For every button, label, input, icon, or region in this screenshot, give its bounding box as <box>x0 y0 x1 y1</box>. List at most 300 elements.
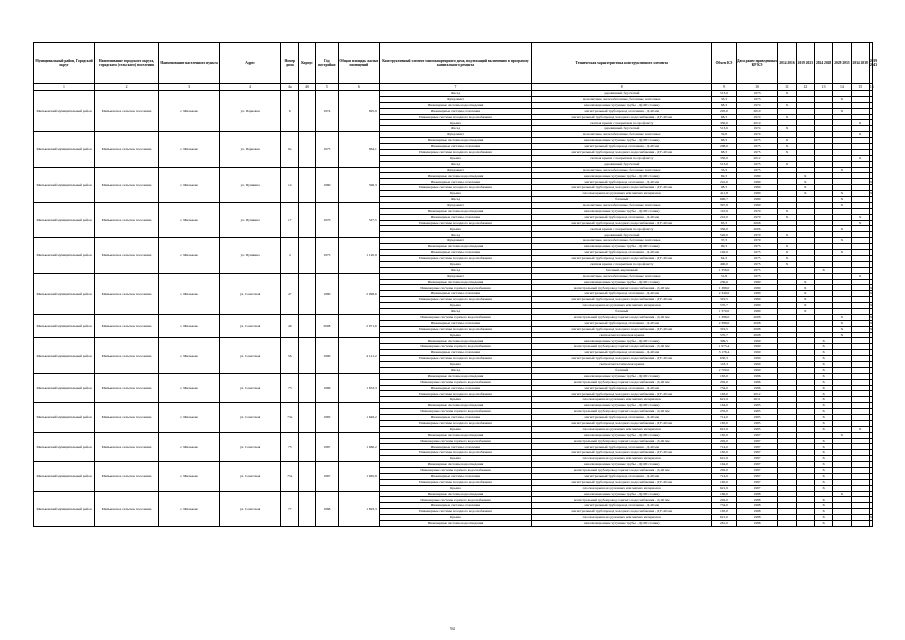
prior-repair-date-cell: 1975 <box>736 161 778 167</box>
characteristic-cell: канализационные чугунные трубы - Д(100 стояки) <box>532 173 712 179</box>
locality-cell: с. Мильково <box>159 491 220 526</box>
period-2014-2016-cell: X <box>778 149 796 155</box>
house-number-cell: 6а <box>281 132 299 167</box>
settlement-cell: Мильковское сельское поселение <box>95 238 159 273</box>
characteristic-cell: монолитные, железобетонные, бетонные ленточные <box>532 132 712 138</box>
period-2019-2023-cell: X <box>796 179 814 185</box>
element-cell: Крыша <box>379 515 532 521</box>
volume-cell: 69,3 <box>712 173 736 179</box>
characteristic-cell: магистральный трубопровод отопления - Д-40 мм <box>532 473 712 479</box>
column-number: 5 <box>315 84 338 91</box>
element-cell: Фундамент <box>379 167 532 173</box>
element-cell: Инженерные системы холодного водоснабжения <box>379 420 532 426</box>
prior-repair-date-cell: 2006 <box>736 226 778 232</box>
column-header: Год постройки <box>315 43 338 84</box>
volume-cell: 163,0 <box>712 391 736 397</box>
characteristic-cell: скатная крыша с покрытием по профлисту <box>532 261 712 267</box>
prior-repair-date-cell: 1980 <box>736 297 778 303</box>
settlement-cell: Мильковское сельское поселение <box>95 373 159 402</box>
period-2039-2043-cell: X <box>869 179 873 184</box>
element-cell: Инженерные системы холодного водоснабжения <box>379 149 532 155</box>
characteristic-cell: блочный <box>532 197 712 203</box>
period-2039-2043-cell: X <box>869 291 873 296</box>
prior-repair-date-cell: 1970 <box>736 214 778 220</box>
prior-repair-date-cell: 1974 <box>736 126 778 132</box>
year-built-cell: 1985 <box>315 403 338 432</box>
prior-repair-date-cell: 1988 <box>736 497 778 503</box>
volume-cell: 292,0 <box>712 497 736 503</box>
korpus-cell <box>299 373 315 402</box>
prior-repair-date-cell: 1990 <box>736 338 778 344</box>
area-cell: 695,9 <box>339 91 380 132</box>
period-2014-2016-cell: X <box>778 144 796 150</box>
period-2029-2033-cell: X <box>833 491 851 497</box>
area-cell: 596,3 <box>339 167 380 202</box>
element-cell: Фундамент <box>379 273 532 279</box>
area-cell: 964,1 <box>339 132 380 167</box>
characteristic-cell: магистральный трубопровод отопления - Д-40 мм <box>532 503 712 509</box>
period-2014-2016-cell: X <box>778 232 796 238</box>
element-cell: Инженерные системы отопления <box>379 444 532 450</box>
volume-cell: 1 388,0 <box>712 314 736 320</box>
prior-repair-date-cell: 2010 <box>736 108 778 114</box>
characteristic-cell: канализационные чугунные трубы - Д(100 стояки) <box>532 373 712 379</box>
period-2034-2038-cell: X <box>851 214 869 220</box>
characteristic-cell: магистральный трубопровод холодного водоснабжения - ДУ-40 мм <box>532 391 712 397</box>
element-cell: Инженерные системы водоотведения <box>379 432 532 438</box>
element-cell: Инженерные системы водоотведения <box>379 208 532 214</box>
prior-repair-date-cell: 2008 <box>736 332 778 338</box>
period-2024-2028-cell: X <box>814 426 832 432</box>
column-number: 10 <box>736 84 778 91</box>
period-2029-2033-cell: X <box>833 238 851 244</box>
element-cell: Фасад <box>379 91 532 97</box>
characteristic-cell: плоская крыша из рулонных или мягких материалов <box>532 485 712 491</box>
prior-repair-date-cell: 1975 <box>736 138 778 144</box>
element-cell: Инженерные системы отопления <box>379 473 532 479</box>
year-built-cell: 1970 <box>315 202 338 237</box>
area-cell: 2 098,6 <box>339 273 380 314</box>
year-built-cell: 2008 <box>315 314 338 338</box>
period-2019-2023-cell: X <box>796 279 814 285</box>
period-2029-2033-cell <box>833 521 851 527</box>
period-2014-2016-cell: X <box>778 244 796 250</box>
volume-cell: 292,0 <box>712 379 736 385</box>
settlement-cell: Мильковское сельское поселение <box>95 432 159 461</box>
element-cell: Фасад <box>379 161 532 167</box>
korpus-cell <box>299 167 315 202</box>
prior-repair-date-cell: 1990 <box>736 356 778 362</box>
street-cell: ул. Советская <box>220 491 281 526</box>
period-2019-2023-cell: X <box>796 173 814 179</box>
period-2019-2023-cell: X <box>796 191 814 197</box>
column-number: 4б <box>299 84 315 91</box>
house-number-cell: 14 <box>281 167 299 202</box>
year-built-cell: 1987 <box>315 462 338 491</box>
prior-repair-date-cell: 1973 <box>736 96 778 102</box>
period-2039-2043-cell: X <box>869 314 873 319</box>
element-cell: Инженерные системы водоотведения <box>379 521 532 527</box>
volume-cell: 118,3 <box>712 361 736 367</box>
characteristic-cell: магистральный трубопровод отопления - Д-40 мм <box>532 108 712 114</box>
prior-repair-date-cell: 1985 <box>736 409 778 415</box>
prior-repair-date-cell: 1987 <box>736 479 778 485</box>
column-number: 9 <box>712 84 736 91</box>
element-cell: Инженерные системы холодного водоснабжения <box>379 297 532 303</box>
characteristic-cell: скатная крыша с покрытием по профлисту <box>532 120 712 126</box>
volume-cell: 33,3 <box>712 167 736 173</box>
district-cell: Мильковский муниципальный район <box>34 132 95 167</box>
period-2029-2033-cell: X <box>833 167 851 173</box>
volume-cell: 261,0 <box>712 521 736 527</box>
characteristic-cell: плоская крыша из рулонных или мягких материалов <box>532 426 712 432</box>
column-number: 13 <box>814 84 832 91</box>
street-cell: ул. Советская <box>220 373 281 402</box>
volume-cell: 621,9 <box>712 397 736 403</box>
locality-cell: с. Мильково <box>159 462 220 491</box>
period-2034-2038-cell <box>851 521 869 527</box>
column-header: Общая площадь жилых помещений <box>339 43 380 84</box>
house-number-cell: 73 <box>281 373 299 402</box>
element-cell: Инженерные системы отопления <box>379 503 532 509</box>
element-cell: Инженерные системы горячего водоснабжения <box>379 497 532 503</box>
period-2024-2028-cell: X <box>814 403 832 409</box>
characteristic-cell: магистральный трубопровод отопления - Д-40 мм <box>532 179 712 185</box>
period-2029-2033-cell: X <box>833 326 851 332</box>
column-number: 4а <box>281 84 299 91</box>
prior-repair-date-cell: 1975 <box>736 250 778 256</box>
prior-repair-date-cell: 1980 <box>736 185 778 191</box>
characteristic-cell: монолитные, железобетонные, бетонные ленточные <box>532 202 712 208</box>
period-2024-2028-cell: X <box>814 361 832 367</box>
period-2029-2033-cell: X <box>833 320 851 326</box>
prior-repair-date-cell: 1990 <box>736 361 778 367</box>
page-number: 94 <box>450 626 455 631</box>
period-2024-2028-cell: X <box>814 456 832 462</box>
period-2029-2033-cell: X <box>833 332 851 338</box>
period-2024-2028-cell: X <box>814 497 832 503</box>
column-header: 2019 2023 <box>796 43 814 84</box>
element-cell: Инженерные системы горячего водоснабжения <box>379 409 532 415</box>
prior-repair-date-cell: 1990 <box>736 344 778 350</box>
volume-cell: 165,0 <box>712 509 736 515</box>
period-2039-2043-cell: X <box>869 326 873 331</box>
district-cell: Мильковский муниципальный район <box>34 338 95 373</box>
period-2034-2038-cell: X <box>851 120 869 126</box>
volume-cell: 714,0 <box>712 473 736 479</box>
prior-repair-date-cell: 1990 <box>736 350 778 356</box>
characteristic-cell: магистральный трубопровод отопления - Д-40 мм <box>532 214 712 220</box>
characteristic-cell: магистральный трубопровод холодного водоснабжения - ДУ-40 мм <box>532 479 712 485</box>
volume-cell: 600,7 <box>712 197 736 203</box>
column-header: 2029 2033 <box>833 43 851 84</box>
element-cell: Фундамент <box>379 238 532 244</box>
settlement-cell: Мильковское сельское поселение <box>95 462 159 491</box>
volume-cell: 33,3 <box>712 96 736 102</box>
volume-cell: 621,9 <box>712 426 736 432</box>
street-cell: ул. Пушкина <box>220 202 281 237</box>
characteristic-cell: магистральный трубопровод отопления - Д-40 мм <box>532 350 712 356</box>
volume-cell: 165,0 <box>712 420 736 426</box>
house-number-cell: 77 <box>281 491 299 526</box>
house-number-cell: 6 <box>281 91 299 132</box>
prior-repair-date-cell: 1975 <box>736 255 778 261</box>
prior-repair-date-cell: 1987 <box>736 432 778 438</box>
locality-cell: с. Мильково <box>159 432 220 461</box>
characteristic-cell: монолитные, железобетонные, бетонные ленточные <box>532 167 712 173</box>
period-2024-2028-cell: X <box>814 468 832 474</box>
prior-repair-date-cell: 1986 <box>736 373 778 379</box>
element-cell: Крыша <box>379 226 532 232</box>
locality-cell: с. Мильково <box>159 238 220 273</box>
korpus-cell <box>299 432 315 461</box>
capital-repair-table <box>33 42 878 527</box>
volume-cell: 65,3 <box>712 220 736 226</box>
korpus-cell <box>299 491 315 526</box>
locality-cell: с. Мильково <box>159 338 220 373</box>
element-cell: Инженерные системы водоотведения <box>379 462 532 468</box>
year-built-cell: 1975 <box>315 238 338 273</box>
column-number: 1 <box>34 84 95 91</box>
prior-repair-date-cell: 1975 <box>736 261 778 267</box>
volume-cell: 621,9 <box>712 485 736 491</box>
element-cell: Крыша <box>379 397 532 403</box>
element-cell: Крыша <box>379 332 532 338</box>
period-2029-2033-cell: X <box>833 202 851 208</box>
characteristic-cell: плоская крыша из рулонных или мягких материалов <box>532 456 712 462</box>
period-2014-2016-cell: X <box>778 261 796 267</box>
element-cell: Фасад <box>379 267 532 273</box>
characteristic-cell: магистральный трубопровод отопления - Д-40 мм <box>532 144 712 150</box>
volume-cell: 51,8 <box>712 273 736 279</box>
korpus-cell <box>299 314 315 338</box>
house-number-cell: 56 <box>281 338 299 373</box>
volume-cell: 1 975,4 <box>712 344 736 350</box>
volume-cell: 68,3 <box>712 114 736 120</box>
element-cell: Инженерные системы холодного водоснабжения <box>379 255 532 261</box>
element-cell: Инженерные системы водоотведения <box>379 373 532 379</box>
volume-cell: 490,0 <box>712 261 736 267</box>
street-cell: ул. Парковая <box>220 91 281 132</box>
characteristic-cell: магистральный трубопровод холодного водоснабжения - ДУ-40 мм <box>532 356 712 362</box>
column-header: Наименование населенного пункта <box>159 43 220 84</box>
volume-cell: 350,0 <box>712 155 736 161</box>
prior-repair-date-cell: 1980 <box>736 291 778 297</box>
house-number-cell: 73а <box>281 403 299 432</box>
volume-cell: 621,0 <box>712 515 736 521</box>
prior-repair-date-cell: 1986 <box>736 385 778 391</box>
prior-repair-date-cell: 1975 <box>736 144 778 150</box>
prior-repair-date-cell: 1988 <box>736 503 778 509</box>
characteristic-cell: магистральный трубопровод отопления - Д-40 мм <box>532 444 712 450</box>
prior-repair-date-cell: 1970 <box>736 232 778 238</box>
period-2024-2028-cell: X <box>814 350 832 356</box>
volume-cell: 210,0 <box>712 214 736 220</box>
volume-cell: 210,0 <box>712 179 736 185</box>
element-cell: Инженерные системы холодного водоснабжения <box>379 114 532 120</box>
element-cell: Инженерные системы холодного водоснабжения <box>379 450 532 456</box>
period-2024-2028-cell: X <box>814 338 832 344</box>
prior-repair-date-cell: 2008 <box>736 326 778 332</box>
characteristic-cell: блочный, кирпичный <box>532 267 712 273</box>
element-cell: Инженерные системы горячего водоснабжения <box>379 379 532 385</box>
prior-repair-date-cell: 1988 <box>736 491 778 497</box>
prior-repair-date-cell: 2008 <box>736 314 778 320</box>
volume-cell: 165,0 <box>712 450 736 456</box>
korpus-cell <box>299 462 315 491</box>
element-cell: Инженерные системы горячего водоснабжения <box>379 314 532 320</box>
element-cell: Инженерные системы отопления <box>379 320 532 326</box>
period-2034-2038-cell: X <box>851 273 869 279</box>
volume-cell: 32,8 <box>712 132 736 138</box>
settlement-cell: Мильковское сельское поселение <box>95 338 159 373</box>
settlement-cell: Мильковское сельское поселение <box>95 491 159 526</box>
characteristic-cell: скатная крыша с покрытием по профлисту <box>532 226 712 232</box>
prior-repair-date-cell: 1980 <box>736 202 778 208</box>
korpus-cell <box>299 273 315 314</box>
period-2014-2016-cell: X <box>778 208 796 214</box>
period-2024-2028-cell: X <box>814 462 832 468</box>
period-2029-2033-cell: X <box>833 191 851 197</box>
characteristic-cell: блочный <box>532 367 712 373</box>
district-cell: Мильковский муниципальный район <box>34 167 95 202</box>
column-number: 3 <box>159 84 220 91</box>
characteristic-cell: магистральный трубопровод горячего водоснабжения - Д-40 мм <box>532 468 712 474</box>
characteristic-cell: канализационные чугунные трубы - Д(100 стояки) <box>532 208 712 214</box>
characteristic-cell: канализационные чугунные трубы - Д(100 стояки) <box>532 432 712 438</box>
period-2019-2023-cell: X <box>796 303 814 309</box>
element-cell: Крыша <box>379 191 532 197</box>
prior-repair-date-cell: 2010 <box>736 120 778 126</box>
prior-repair-date-cell: 2006 <box>736 220 778 226</box>
column-header: Корпус <box>299 43 315 84</box>
district-cell: Мильковский муниципальный район <box>34 202 95 237</box>
period-2034-2038-cell: X <box>851 132 869 138</box>
street-cell: ул. Советская <box>220 462 281 491</box>
characteristic-cell: канализационные чугунные трубы - Д(100 стояки) <box>532 403 712 409</box>
characteristic-cell: магистральный трубопровод горячего водоснабжения - Д-40 мм <box>532 497 712 503</box>
document-sheet <box>33 42 878 527</box>
volume-cell: 165,0 <box>712 432 736 438</box>
district-cell: Мильковский муниципальный район <box>34 491 95 526</box>
period-2034-2038-cell: X <box>851 155 869 161</box>
characteristic-cell: плоская крыша из рулонных или мягких материалов <box>532 397 712 403</box>
volume-cell: 714,0 <box>712 444 736 450</box>
element-cell: Инженерные системы отопления <box>379 291 532 297</box>
volume-cell: 520,0 <box>712 232 736 238</box>
period-2029-2033-cell: X <box>833 96 851 102</box>
characteristic-cell: канализационные чугунные трубы - Д(100 стояки) <box>532 102 712 108</box>
column-number: 15 <box>851 84 869 91</box>
element-cell: Инженерные системы отопления <box>379 250 532 256</box>
house-number-cell: 47 <box>281 273 299 314</box>
korpus-cell <box>299 403 315 432</box>
element-cell: Инженерные системы водоотведения <box>379 173 532 179</box>
prior-repair-date-cell: 1988 <box>736 515 778 521</box>
volume-cell: 1 388,0 <box>712 285 736 291</box>
area-cell: 1 693,3 <box>339 491 380 526</box>
element-cell: Фасад <box>379 232 532 238</box>
element-cell: Инженерные системы горячего водоснабжения <box>379 344 532 350</box>
period-2024-2028-cell: X <box>814 391 832 397</box>
street-cell: ул. Советская <box>220 432 281 461</box>
column-header: 2024 2028 <box>814 43 832 84</box>
korpus-cell <box>299 202 315 237</box>
year-built-cell: 1990 <box>315 338 338 373</box>
volume-cell: 68,3 <box>712 102 736 108</box>
district-cell: Мильковский муниципальный район <box>34 91 95 132</box>
period-2029-2033-cell: X <box>833 314 851 320</box>
volume-cell: 399,5 <box>712 338 736 344</box>
element-cell: Инженерные системы водоотведения <box>379 102 532 108</box>
column-number: 4 <box>220 84 281 91</box>
characteristic-cell: магистральный трубопровод горячего водоснабжения - Д-40 мм <box>532 409 712 415</box>
volume-cell: 235,0 <box>712 409 736 415</box>
characteristic-cell: скатная металлическая крыша <box>532 332 712 338</box>
element-cell: Крыша <box>379 155 532 161</box>
column-number-row <box>34 84 873 91</box>
period-2024-2028-cell: X <box>814 473 832 479</box>
characteristic-cell: магистральный трубопровод горячего водоснабжения - Д-40 мм <box>532 379 712 385</box>
year-built-cell: 1987 <box>315 432 338 461</box>
house-number-cell: 75а <box>281 462 299 491</box>
characteristic-cell: деревянный, брусчатый <box>532 161 712 167</box>
characteristic-cell: канализационные чугунные трубы - Д(100 стояки) <box>532 279 712 285</box>
prior-repair-date-cell: 1988 <box>736 509 778 515</box>
house-number-cell: 17 <box>281 202 299 237</box>
district-cell: Мильковский муниципальный район <box>34 373 95 402</box>
period-2024-2028-cell: X <box>814 409 832 415</box>
column-number: 16 <box>869 84 874 89</box>
period-2024-2028-cell: X <box>814 438 832 444</box>
street-cell: ул. Пушкина <box>220 238 281 273</box>
volume-cell: 68,3 <box>712 138 736 144</box>
volume-cell: 166,0 <box>712 491 736 497</box>
period-2029-2033-cell: X <box>833 226 851 232</box>
element-cell: Инженерные системы отопления <box>379 108 532 114</box>
district-cell: Мильковский муниципальный район <box>34 403 95 432</box>
period-2039-2043-cell: X <box>869 320 873 325</box>
house-number-cell: 75 <box>281 432 299 461</box>
table-body <box>34 91 873 527</box>
prior-repair-date-cell: 2012 <box>736 391 778 397</box>
period-2024-2028-cell: X <box>814 479 832 485</box>
volume-cell: 734,0 <box>712 385 736 391</box>
area-cell: 4 121,2 <box>339 338 380 373</box>
element-cell: Инженерные системы холодного водоснабжения <box>379 326 532 332</box>
prior-repair-date-cell: 1975 <box>736 244 778 250</box>
characteristic-cell: скатная крыша с покрытием по профлисту <box>532 155 712 161</box>
period-2024-2028-cell: X <box>814 450 832 456</box>
element-cell: Инженерные системы отопления <box>379 350 532 356</box>
house-number-cell: 49 <box>281 314 299 338</box>
year-built-cell: 1986 <box>315 373 338 402</box>
settlement-cell: Мильковское сельское поселение <box>95 202 159 237</box>
volume-cell: 397,9 <box>712 202 736 208</box>
prior-repair-date-cell: 1980 <box>736 191 778 197</box>
characteristic-cell: магистральный трубопровод холодного водоснабжения - ДУ-40 мм <box>532 326 712 332</box>
settlement-cell: Мильковское сельское поселение <box>95 91 159 132</box>
volume-cell: 98,3 <box>712 185 736 191</box>
period-2039-2043-cell <box>869 521 872 527</box>
characteristic-cell: магистральный трубопровод холодного водоснабжения - ДУ-40 мм <box>532 220 712 226</box>
period-2024-2028-cell: X <box>814 267 832 273</box>
volume-cell: 292,0 <box>712 438 736 444</box>
volume-cell: 2 700,0 <box>712 367 736 373</box>
prior-repair-date-cell: 1980 <box>736 285 778 291</box>
period-2029-2033-cell: X <box>833 250 851 256</box>
element-cell: Крыша <box>379 456 532 462</box>
